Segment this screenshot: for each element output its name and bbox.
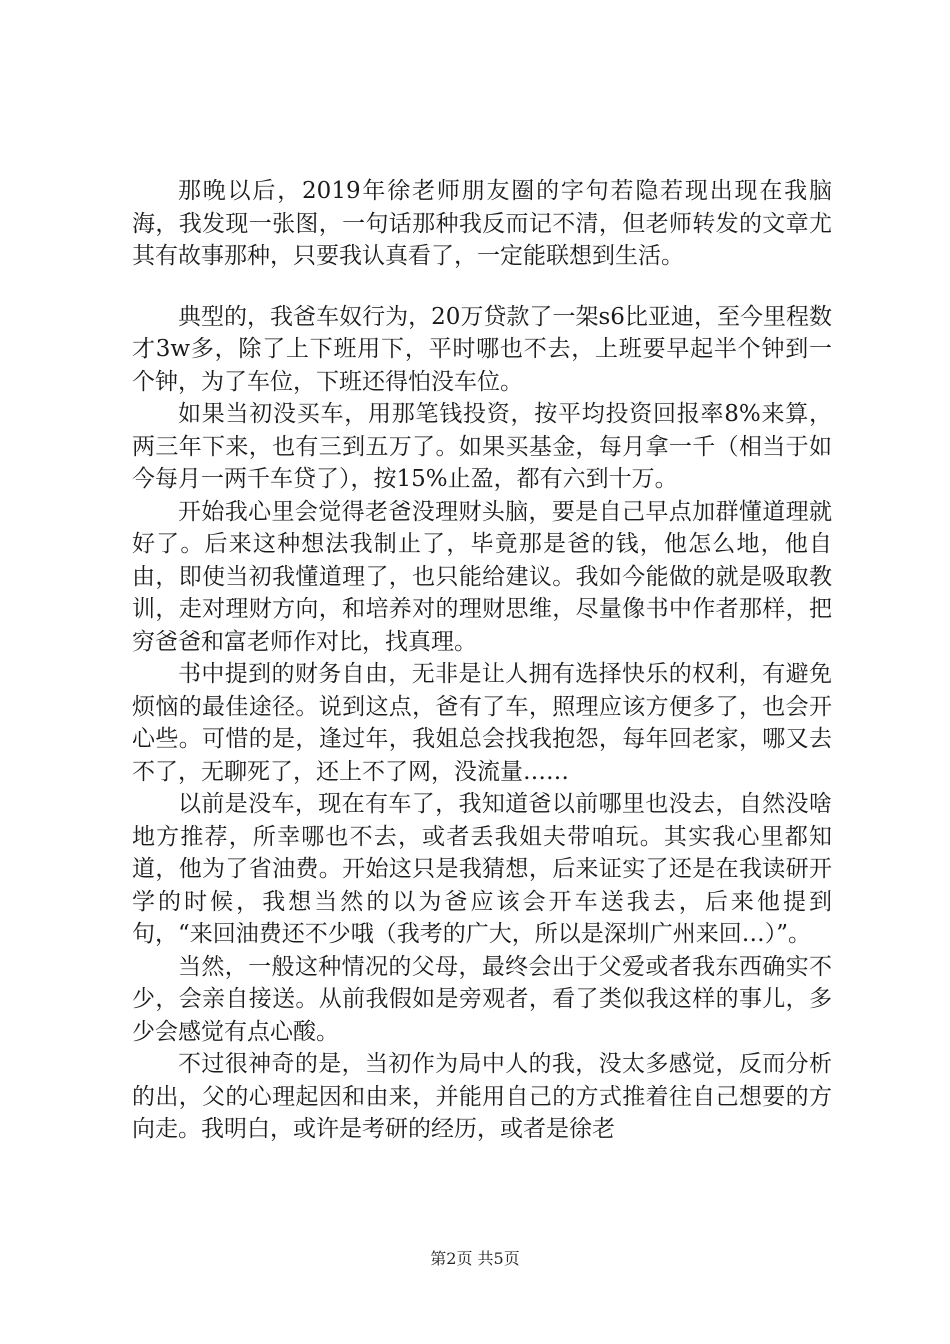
paragraph-1: 那晚以后，2019年徐老师朋友圈的字句若隐若现出现在我脑海，我发现一张图，一句话那种我反而记不清，但老师转发的文章尤其有故事那种，只要我认真看了，一定能联想到生活。 [132,178,832,269]
paragraph-5: 书中提到的财务自由，无非是让人拥有选择快乐的权利，有避免烦恼的最佳途径。说到这点，爸有了车，照理应该方便多了，也会开心些。可惜的是，逢过年，我姐总会找我抱怨，每年回老家，哪又去不了，无聊死了，还上不了网，没流量…… [132,661,832,785]
paragraph-8: 不过很神奇的是，当初作为局中人的我，没太多感觉，反而分析的出，父的心理起因和由来，并能用自己的方式推着往自己想要的方向走。我明白，或许是考研的经历，或者是徐老 [132,1051,832,1142]
document-body [132,175,832,1146]
page-footer: 第2页 共5页 [430,1249,520,1268]
paragraph-4: 开始我心里会觉得老爸没理财头脑，要是自己早点加群懂道理就好了。后来这种想法我制止了，毕竟那是爸的钱，他怎么地，他自由，即使当初我懂道理了，也只能给建议。我如今能做的就是吸取教训，走对理财方向，和培养对的理财思维，尽量像书中作者那样，把穷爸爸和富老师作对比，找真理。 [132,498,832,655]
paragraph-6: 以前是没车，现在有车了，我知道爸以前哪里也没去，自然没啥地方推荐，所幸哪也不去，或者丢我姐夫带咱玩。其实我心里都知道，他为了省油费。开始这只是我猜想，后来证实了还是在我读研开学的时候，我想当然的以为爸应该会开车送我去，后来他提到句，“来回油费还不少哦（我考的广大，所以是深圳广州来回…）”。 [132,791,832,947]
paragraph-2: 典型的，我爸车奴行为，20万贷款了一架s6比亚迪，至今里程数才3w多，除了上下班用下，平时哪也不去，上班要早起半个钟到一个钟，为了车位，下班还得怕没车位。 [132,303,832,395]
paragraph-7: 当然，一般这种情况的父母，最终会出于父爱或者我东西确实不少，会亲自接送。从前我假如是旁观者，看了类似我这样的事儿，多少会感觉有点心酸。 [132,953,832,1045]
paragraph-3: 如果当初没买车，用那笔钱投资，按平均投资回报率8%来算，两三年下来，也有三到五万了。如果买基金，每月拿一千（相当于如今每月一两千车贷了），按15%止盈，都有六到十万。 [132,401,832,492]
